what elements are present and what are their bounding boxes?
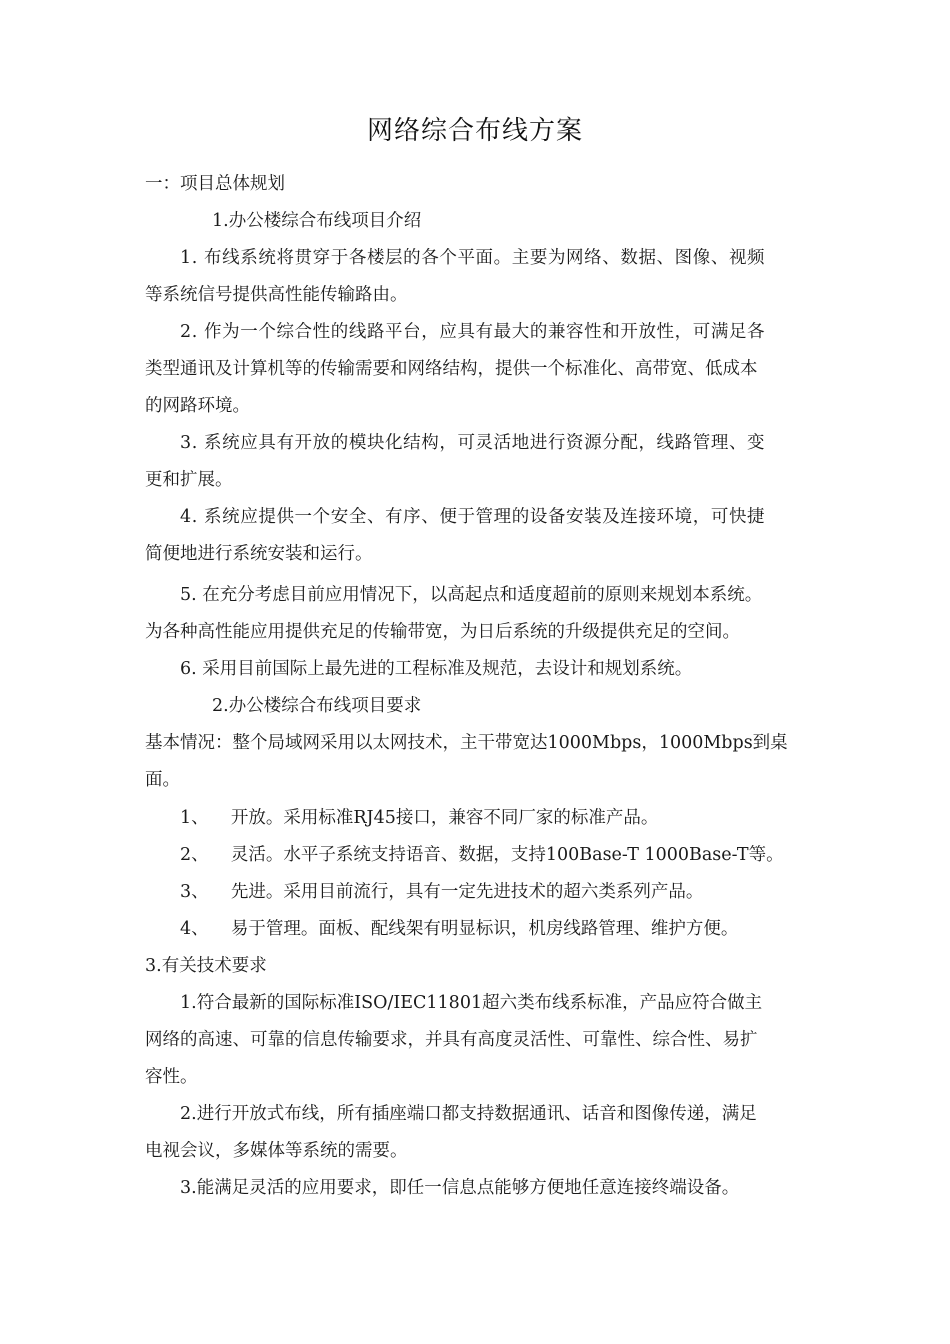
paragraph-line: 4. 系统应提供一个安全、有序、便于管理的设备安装及连接环境，可快捷 — [180, 507, 766, 527]
paragraph-line: 2.进行开放式布线，所有插座端口都支持数据通讯、话音和图像传递，满足 — [180, 1104, 757, 1124]
subsection-heading: 2.办公楼综合布线项目要求 — [212, 696, 422, 716]
paragraph-line: 等系统信号提供高性能传输路由。 — [145, 285, 408, 305]
list-item: 1、 开放。采用标准RJ45接口，兼容不同厂家的标准产品。 — [180, 808, 659, 828]
paragraph-line: 2. 作为一个综合性的线路平台，应具有最大的兼容性和开放性，可满足各 — [180, 322, 766, 342]
paragraph-line: 3. 系统应具有开放的模块化结构，可灵活地进行资源分配，线路管理、变 — [180, 433, 766, 453]
paragraph-line: 面。 — [145, 770, 180, 790]
paragraph-line: 3.能满足灵活的应用要求，即任一信息点能够方便地任意连接终端设备。 — [180, 1178, 740, 1198]
paragraph-line: 的网路环境。 — [145, 396, 250, 416]
paragraph-line: 类型通讯及计算机等的传输需要和网络结构，提供一个标准化、高带宽、低成本 — [145, 359, 758, 379]
paragraph-line: 6. 采用目前国际上最先进的工程标准及规范，去设计和规划系统。 — [180, 659, 693, 679]
list-item: 4、 易于管理。面板、配线架有明显标识，机房线路管理、维护方便。 — [180, 919, 739, 939]
document-title: 网络综合布线方案 — [366, 116, 583, 146]
paragraph-line: 容性。 — [145, 1067, 198, 1087]
section-heading: 3.有关技术要求 — [145, 956, 267, 976]
paragraph-line: 网络的高速、可靠的信息传输要求，并具有高度灵活性、可靠性、综合性、易扩 — [145, 1030, 758, 1050]
subsection-heading: 1.办公楼综合布线项目介绍 — [212, 211, 422, 231]
paragraph-line: 1.符合最新的国际标准ISO/IEC11801超六类布线系标准，产品应符合做主 — [180, 993, 763, 1013]
paragraph-line: 更和扩展。 — [145, 470, 233, 490]
paragraph-line: 电视会议，多媒体等系统的需要。 — [145, 1141, 408, 1161]
paragraph-line: 简便地进行系统安装和运行。 — [145, 544, 373, 564]
paragraph-line: 1. 布线系统将贯穿于各楼层的各个平面。主要为网络、数据、图像、视频 — [180, 248, 766, 268]
list-item: 3、 先进。采用目前流行，具有一定先进技术的超六类系列产品。 — [180, 882, 704, 902]
paragraph-line: 基本情况：整个局域网采用以太网技术，主干带宽达1000Mbps，1000Mbps到桌 — [145, 733, 788, 753]
section-heading: 一：项目总体规划 — [145, 174, 285, 194]
paragraph-line: 为各种高性能应用提供充足的传输带宽，为日后系统的升级提供充足的空间。 — [145, 622, 740, 642]
list-item: 2、 灵活。水平子系统支持语音、数据，支持100Base-T 1000Base-T等。 — [180, 845, 784, 865]
paragraph-line: 5. 在充分考虑目前应用情况下，以高起点和适度超前的原则来规划本系统。 — [180, 585, 763, 605]
